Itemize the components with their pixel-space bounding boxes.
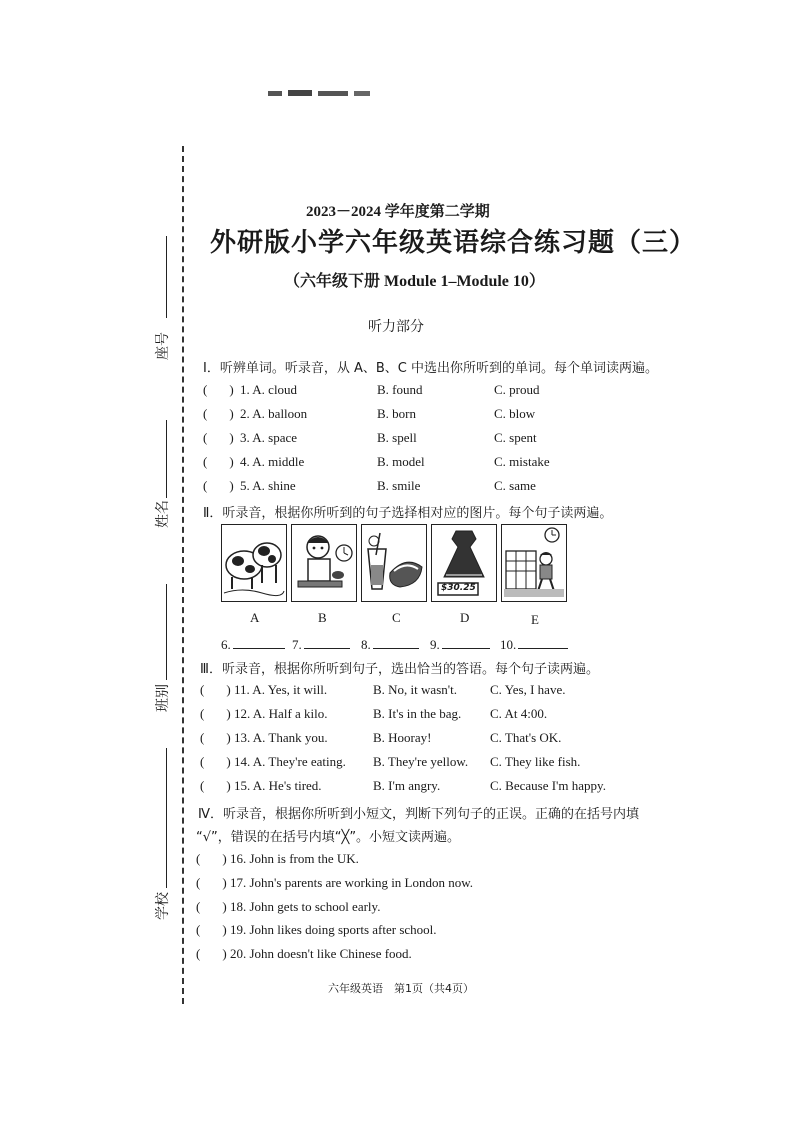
picture-label-e: E — [531, 612, 539, 627]
answer-blank-8[interactable]: 8. — [361, 636, 419, 653]
answer-blank-9[interactable]: 9. — [430, 636, 490, 653]
option-b: B. It's in the bag. — [373, 706, 462, 721]
statement: 19. John likes doing sports after school. — [230, 922, 437, 937]
section4-title-line1: Ⅳ．听录音，根据你所听到小短文，判断下列句子的正误。正确的在括号内填 — [198, 807, 639, 822]
school-blank-line — [166, 748, 167, 888]
name-blank-line — [166, 420, 167, 498]
option-a: 15. A. He's tired. — [234, 778, 322, 793]
seat-blank-line — [166, 236, 167, 318]
binding-dashed-line — [182, 146, 184, 1004]
seat-label: 座号 — [155, 332, 171, 360]
option-c: C. At 4:00. — [490, 706, 548, 721]
answer-blank-10[interactable]: 10. — [500, 636, 568, 653]
page-footer: 六年级英语 第1页（共4页） — [328, 982, 474, 995]
answer-paren[interactable]: ( ) — [200, 682, 231, 697]
judge-paren[interactable]: ( ) — [196, 946, 227, 961]
picture-a-cows — [221, 524, 287, 602]
option-a: 12. A. Half a kilo. — [234, 706, 328, 721]
option-a: 1. A. cloud — [240, 382, 298, 397]
section1-title: Ⅰ．听辨单词。听录音，从 A、B、C 中选出你所听到的单词。每个单词读两遍。 — [203, 361, 658, 376]
picture-label-d: D — [460, 610, 470, 625]
option-c: C. blow — [494, 406, 536, 421]
section2-title: Ⅱ．听录音，根据你所听到的句子选择相对应的图片。每个句子读两遍。 — [203, 506, 613, 521]
answer-paren[interactable]: ( ) — [203, 406, 234, 421]
statement: 17. John's parents are working in London now. — [230, 875, 474, 890]
judge-paren[interactable]: ( ) — [196, 875, 227, 890]
price-tag: $30.25 — [441, 583, 476, 593]
option-c: C. mistake — [494, 454, 550, 469]
exam-title: 外研版小学六年级英语综合练习题（三） — [210, 228, 697, 258]
option-c: C. Because I'm happy. — [490, 778, 606, 793]
answer-paren[interactable]: ( ) — [200, 754, 231, 769]
picture-label-c: C — [392, 610, 401, 625]
part-heading: 听力部分 — [368, 319, 424, 335]
picture-c-food — [361, 524, 427, 602]
answer-paren[interactable]: ( ) — [203, 454, 234, 469]
picture-b-boy — [291, 524, 357, 602]
answer-paren[interactable]: ( ) — [200, 706, 231, 721]
option-c: C. They like fish. — [490, 754, 581, 769]
option-b: B. No, it wasn't. — [373, 682, 457, 697]
judge-paren[interactable]: ( ) — [196, 899, 227, 914]
picture-e-school — [501, 524, 567, 602]
option-b: B. found — [377, 382, 423, 397]
judge-paren[interactable]: ( ) — [196, 851, 227, 866]
option-a: 14. A. They're eating. — [234, 754, 346, 769]
option-b: B. born — [377, 406, 416, 421]
answer-paren[interactable]: ( ) — [200, 778, 231, 793]
option-a: 2. A. balloon — [240, 406, 308, 421]
statement: 18. John gets to school early. — [230, 899, 381, 914]
option-a: 4. A. middle — [240, 454, 305, 469]
judge-paren[interactable]: ( ) — [196, 922, 227, 937]
option-c: C. proud — [494, 382, 540, 397]
option-b: B. model — [377, 454, 425, 469]
option-a: 13. A. Thank you. — [234, 730, 328, 745]
section4-title-line2: “√”，错误的在括号内填“╳”。小短文读两遍。 — [196, 830, 461, 845]
option-c: C. Yes, I have. — [490, 682, 566, 697]
answer-paren[interactable]: ( ) — [203, 478, 234, 493]
option-a: 3. A. space — [240, 430, 298, 445]
class-label: 班别 — [155, 684, 171, 712]
option-b: B. I'm angry. — [373, 778, 441, 793]
answer-blank-7[interactable]: 7. — [292, 636, 350, 653]
option-c: C. spent — [494, 430, 537, 445]
exam-subtitle: （六年级下册 Module 1–Module 10） — [284, 273, 545, 290]
option-a: 11. A. Yes, it will. — [234, 682, 328, 697]
picture-d-dress — [431, 524, 497, 602]
statement: 16. John is from the UK. — [230, 851, 359, 866]
class-blank-line — [166, 584, 167, 680]
statement: 20. John doesn't like Chinese food. — [230, 946, 412, 961]
option-a: 5. A. shine — [240, 478, 296, 493]
name-label: 姓名 — [155, 500, 171, 528]
option-c: C. That's OK. — [490, 730, 562, 745]
answer-paren[interactable]: ( ) — [203, 382, 234, 397]
option-b: B. smile — [377, 478, 421, 493]
picture-label-b: B — [318, 610, 327, 625]
option-b: B. spell — [377, 430, 417, 445]
answer-paren[interactable]: ( ) — [200, 730, 231, 745]
option-b: B. They're yellow. — [373, 754, 469, 769]
top-scan-artifact — [268, 88, 372, 98]
picture-label-a: A — [250, 610, 260, 625]
school-label: 学校 — [155, 892, 171, 920]
year-line: 2023－2024 学年度第二学期 — [306, 204, 490, 220]
section3-title: Ⅲ．听录音，根据你所听到句子，选出恰当的答语。每个句子读两遍。 — [200, 662, 599, 677]
option-b: B. Hooray! — [373, 730, 432, 745]
option-c: C. same — [494, 478, 536, 493]
answer-paren[interactable]: ( ) — [203, 430, 234, 445]
answer-blank-6[interactable]: 6. — [221, 636, 285, 653]
